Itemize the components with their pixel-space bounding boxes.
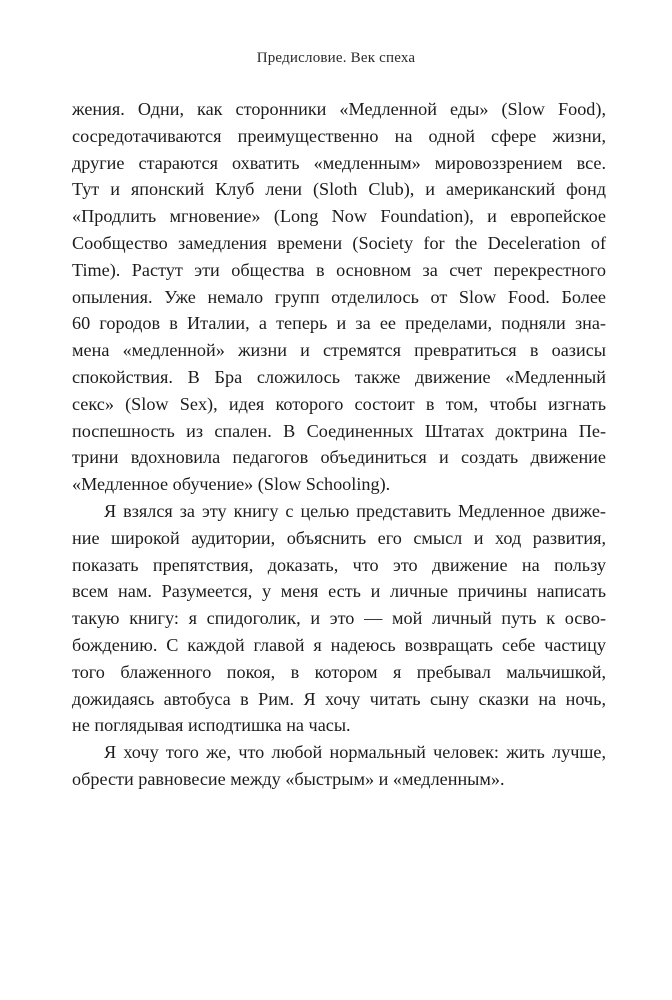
text-line: всем нам. Разумеется, у меня есть и личные причины написать — [72, 581, 606, 602]
text-line: такую книгу: я спидоголик, и это — мой личный путь к осво- — [72, 608, 606, 629]
text-line: обрести равновесие между «быстрым» и «медленным». — [72, 768, 505, 789]
body-text — [72, 96, 606, 793]
paragraph-3 — [72, 739, 606, 793]
text-line: трини вдохновила педагогов объединиться и создать движение — [72, 447, 606, 468]
text-line: «Продлить мгновение» (Long Now Foundation), и европейское — [72, 206, 606, 227]
text-line: показать препятствия, доказать, что это движение на пользу — [72, 554, 606, 575]
text-line: спокойствия. В Бра сложилось также движение «Медленный — [72, 366, 606, 387]
paragraph-1 — [72, 96, 606, 498]
text-line: «Медленное обучение» (Slow Schooling). — [72, 474, 391, 495]
text-line: Тут и японский Клуб лени (Sloth Club), и американский фонд — [72, 179, 606, 200]
text-line: опыления. Уже немало групп отделилось от Slow Food. Более — [72, 286, 606, 307]
paragraph-2 — [72, 498, 606, 739]
text-line: не поглядывая исподтишка на часы. — [72, 715, 351, 736]
text-line: Я взялся за эту книгу с целью представить Медленное движе- — [104, 500, 606, 521]
text-line: дожидаясь автобуса в Рим. Я хочу читать сыну сказки на ночь, — [72, 688, 606, 709]
running-header: Предисловие. Век спеха — [256, 50, 416, 66]
text-line: того блаженного покоя, в котором я пребывал мальчишкой, — [72, 661, 606, 682]
text-line: другие стараются охватить «медленным» мировоззрением все. — [72, 152, 606, 173]
text-line: Time). Растут эти общества в основном за счет перекрестного — [72, 259, 606, 280]
text-line: сосредотачиваются преимущественно на одной сфере жизни, — [72, 125, 606, 146]
text-line: мена «медленной» жизни и стремятся превратиться в оазисы — [72, 340, 606, 361]
text-line: Я хочу того же, что любой нормальный человек: жить лучше, — [104, 742, 606, 763]
text-line: ние широкой аудитории, объяснить его смысл и ход развития, — [72, 527, 606, 548]
text-line: жения. Одни, как сторонники «Медленной еды» (Slow Food), — [72, 99, 606, 119]
text-line: секс» (Slow Sex), идея которого состоит в том, чтобы изгнать — [72, 393, 606, 414]
text-line: Сообщество замедления времени (Society for the Deceleration of — [72, 232, 606, 253]
text-line: поспешность из спален. В Соединенных Штатах доктрина Пе- — [72, 420, 606, 441]
text-line: бождению. С каждой главой я надеюсь возвращать себе частицу — [72, 634, 606, 655]
text-line: 60 городов в Италии, а теперь и за ее пределами, подняли зна- — [72, 313, 606, 334]
